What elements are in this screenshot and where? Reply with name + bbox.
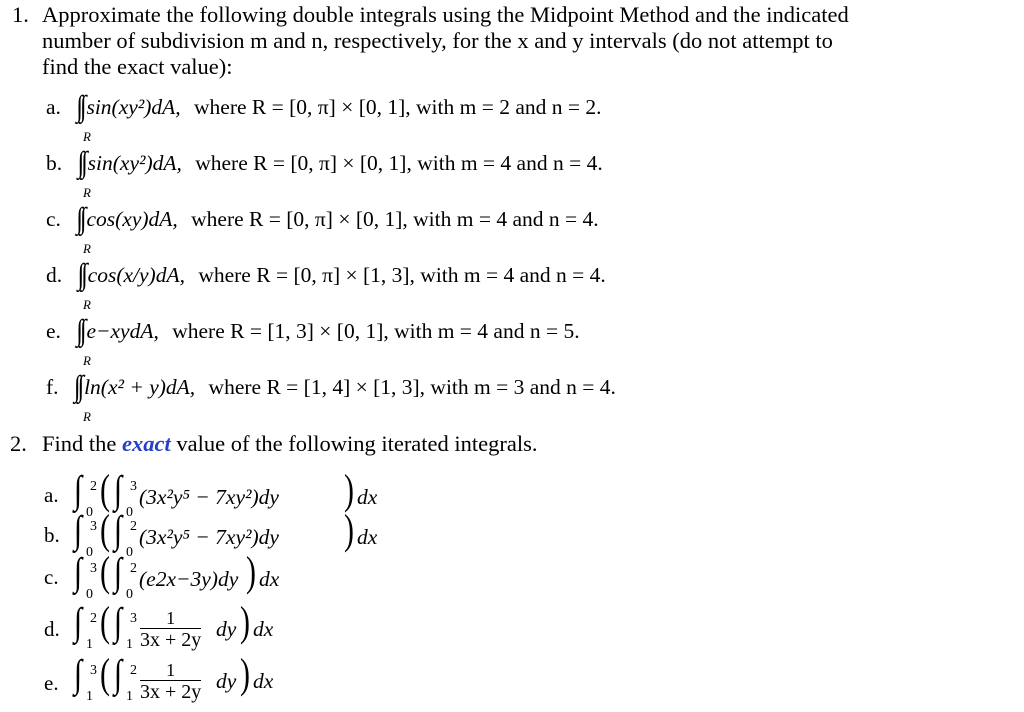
integrand: cos(xy)dA, [86, 207, 178, 231]
fraction-denominator: 3x + 2y [140, 681, 202, 703]
left-paren: ( [100, 651, 110, 698]
outer-integral-symbol: ∫ [74, 600, 83, 644]
problem-1-item-c [46, 202, 599, 256]
outer-integral-symbol: ∫ [74, 652, 83, 696]
problem-1-item-d [46, 258, 606, 312]
inner-differential: dy [216, 669, 237, 693]
condition-text: where R = [1, 3] × [0, 1], with m = 4 and n = 5. [172, 319, 580, 343]
problem-1-intro-line-1: Approximate the following double integrals using the Midpoint Method and the indicated [42, 2, 849, 27]
inner-integral-symbol: ∫ [114, 550, 123, 594]
fraction-numerator: 1 [140, 660, 201, 681]
double-integral-symbol: ∫∫ [73, 370, 82, 404]
problem-1-item-e [46, 314, 580, 368]
double-integral-symbol: ∫∫ [76, 90, 84, 124]
left-paren: ( [100, 549, 110, 596]
problem-1-item-f [46, 370, 616, 424]
fraction-numerator: 1 [140, 608, 201, 629]
condition-text: where R = [0, π] × [1, 3], with m = 4 and n = 4. [198, 263, 606, 287]
outer-upper-limit: 3 [90, 519, 97, 534]
region-subscript: R [83, 241, 91, 256]
integrand: sin(xy²)dA, [86, 95, 181, 119]
condition-text: where R = [0, π] × [0, 1], with m = 4 and n = 4. [195, 151, 603, 175]
item-label: a. [46, 95, 61, 119]
item-label: b. [44, 523, 60, 547]
integrand: (3x²y⁵ − 7xy²)dy [139, 525, 279, 549]
outer-upper-limit: 3 [90, 561, 97, 576]
outer-upper-limit: 2 [90, 611, 97, 626]
inner-upper-limit: 2 [130, 561, 137, 576]
region-subscript: R [83, 353, 91, 368]
right-paren: ) [240, 599, 250, 646]
inner-lower-limit: 1 [126, 689, 133, 704]
problem-2-item-d [44, 599, 444, 656]
inner-lower-limit: 1 [126, 637, 133, 652]
right-paren: ) [246, 549, 256, 596]
problem-2-item-c [44, 549, 444, 602]
inner-integral-symbol: ∫ [114, 468, 123, 512]
inner-integral-symbol: ∫ [114, 652, 123, 696]
problem-1-intro-line-3: find the exact value): [42, 54, 233, 79]
outer-differential: dx [357, 485, 378, 509]
inner-lower-limit: 0 [126, 545, 133, 560]
problem-1-intro-line-2: number of subdivision m and n, respectively, for the x and y intervals (do not attempt to [42, 28, 833, 53]
left-paren: ( [100, 507, 110, 554]
integrand: sin(xy²)dA, [87, 151, 182, 175]
integrand: e−xydA, [86, 319, 159, 343]
outer-integral-symbol: ∫ [74, 550, 83, 594]
problem-2-item-e [44, 651, 444, 708]
integrand: (e2x−3y)dy [139, 567, 239, 591]
outer-integral-symbol: ∫ [74, 468, 83, 512]
region-subscript: R [83, 297, 91, 312]
right-paren: ) [240, 651, 250, 698]
item-label: e. [46, 319, 61, 343]
region-subscript: R [83, 185, 91, 200]
outer-lower-limit: 1 [86, 637, 93, 652]
prompt-text-before: Find the [42, 431, 117, 456]
outer-differential: dx [259, 567, 280, 591]
item-label: a. [44, 483, 59, 507]
item-label: c. [44, 565, 59, 589]
double-integral-symbol: ∫∫ [77, 258, 85, 292]
region-subscript: R [83, 409, 91, 424]
outer-lower-limit: 0 [86, 505, 93, 520]
integrand: (3x²y⁵ − 7xy²)dy [139, 485, 279, 509]
double-integral-symbol: ∫∫ [76, 202, 84, 236]
outer-lower-limit: 0 [86, 545, 93, 560]
inner-integral-symbol: ∫ [114, 508, 123, 552]
right-paren: ) [344, 507, 354, 554]
condition-text: where R = [0, π] × [0, 1], with m = 2 and n = 2. [194, 95, 602, 119]
inner-upper-limit: 3 [130, 611, 137, 626]
outer-differential: dx [253, 669, 274, 693]
outer-differential: dx [357, 525, 378, 549]
inner-upper-limit: 2 [130, 519, 137, 534]
prompt-text-after: value of the following iterated integrals. [176, 431, 538, 456]
fraction-denominator: 3x + 2y [140, 629, 202, 651]
problem-1-number: 1. [12, 2, 29, 27]
left-paren: ( [100, 467, 110, 514]
condition-text: where R = [1, 4] × [1, 3], with m = 3 and n = 4. [208, 375, 616, 399]
inner-lower-limit: 0 [126, 587, 133, 602]
outer-upper-limit: 2 [90, 479, 97, 494]
item-label: f. [46, 375, 59, 399]
item-label: e. [44, 671, 59, 695]
exact-emphasis: exact [122, 431, 171, 456]
left-paren: ( [100, 599, 110, 646]
inner-integral-symbol: ∫ [114, 600, 123, 644]
outer-lower-limit: 1 [86, 689, 93, 704]
item-label: d. [44, 617, 60, 641]
problem-2-number: 2. [10, 431, 27, 456]
inner-upper-limit: 3 [130, 479, 137, 494]
condition-text: where R = [0, π] × [0, 1], with m = 4 and n = 4. [191, 207, 599, 231]
item-label: c. [46, 207, 61, 231]
problem-1-item-a [46, 90, 602, 144]
inner-differential: dy [216, 617, 237, 641]
fraction [140, 660, 201, 703]
double-integral-symbol: ∫∫ [77, 146, 85, 180]
item-label: d. [46, 263, 63, 287]
problem-2-prompt [42, 431, 538, 457]
right-paren: ) [344, 467, 354, 514]
item-label: b. [46, 151, 63, 175]
outer-differential: dx [253, 617, 274, 641]
outer-lower-limit: 0 [86, 587, 93, 602]
inner-lower-limit: 0 [126, 505, 133, 520]
integrand: ln(x² + y)dA, [84, 375, 196, 399]
inner-upper-limit: 2 [130, 663, 137, 678]
double-integral-symbol: ∫∫ [76, 314, 84, 348]
region-subscript: R [83, 129, 91, 144]
integrand: cos(x/y)dA, [87, 263, 185, 287]
problem-1-item-b [46, 146, 603, 200]
outer-integral-symbol: ∫ [74, 508, 83, 552]
outer-upper-limit: 3 [90, 663, 97, 678]
fraction [140, 608, 201, 651]
